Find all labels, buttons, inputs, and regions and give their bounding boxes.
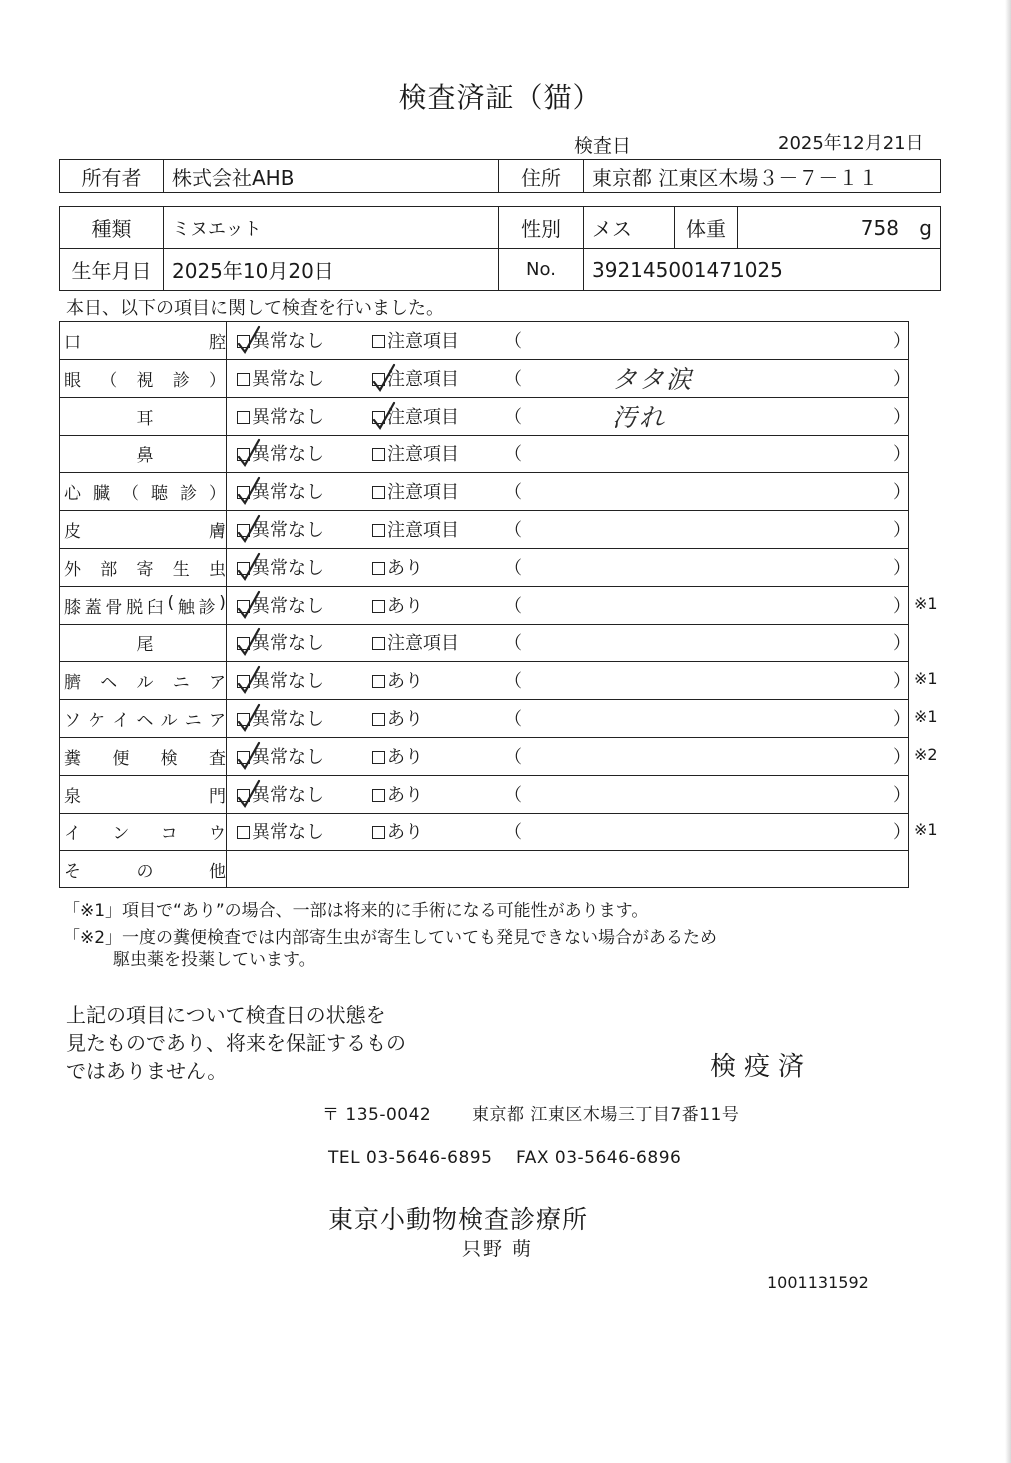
normal-label: 異常なし (252, 746, 324, 768)
address-label: 住所 (499, 160, 584, 193)
paren-open: （ (504, 784, 522, 806)
clinic-fax: FAX 03-5646-6896 (516, 1148, 682, 1168)
normal-checkbox[interactable] (237, 327, 324, 353)
checklist-grid (59, 321, 909, 888)
normal-checkbox[interactable] (237, 629, 324, 655)
checkbox-square[interactable] (237, 486, 250, 499)
checklist-row (60, 700, 911, 738)
attention-checkbox[interactable] (372, 781, 423, 807)
paren-open: （ (504, 406, 522, 428)
checklist-item-name: 臍 ヘ ル ニ ア (64, 673, 226, 694)
footnote-marker: ※1 (914, 593, 938, 613)
other-label: そ の 他 (64, 862, 226, 883)
normal-checkbox[interactable] (237, 743, 324, 769)
attention-label: 注意項目 (387, 368, 459, 390)
checkbox-square[interactable] (237, 448, 250, 461)
normal-label: 異常なし (252, 406, 324, 428)
checkbox-square[interactable] (237, 335, 250, 348)
checkbox-square[interactable] (372, 637, 385, 650)
normal-checkbox[interactable] (237, 705, 324, 731)
checklist-row (60, 624, 911, 662)
checkbox-square[interactable] (372, 713, 385, 726)
normal-checkbox[interactable] (237, 554, 324, 580)
normal-label: 異常なし (252, 633, 324, 655)
paren-close: ） (893, 520, 911, 541)
footnote-marker: ※1 (914, 820, 938, 840)
normal-label: 異常なし (252, 709, 324, 730)
vet-name: 只野 萌 (462, 1238, 534, 1260)
checkbox-square[interactable] (237, 713, 250, 726)
paren-close: ） (893, 482, 911, 504)
weight-value: 758 (860, 215, 899, 240)
checklist-item-name: 眼 （ 視 診 ） (64, 370, 226, 391)
checkbox-square[interactable] (372, 524, 385, 537)
attention-label: あり (387, 784, 423, 806)
paren-open: （ (504, 822, 522, 844)
normal-label: 異常なし (252, 595, 324, 617)
attention-label: 注意項目 (387, 406, 459, 428)
address-value: 東京都 江東区木場３－７－１１ (584, 160, 941, 193)
checklist-row (60, 322, 911, 360)
paren-close: ） (893, 671, 911, 693)
paren-close: ） (893, 444, 911, 466)
weight-cell (738, 207, 941, 249)
attention-checkbox[interactable] (372, 629, 459, 655)
attention-checkbox[interactable] (372, 667, 423, 693)
checklist-row-other (60, 851, 908, 889)
attention-label: 注意項目 (387, 482, 459, 504)
checkbox-square[interactable] (372, 486, 385, 499)
checklist-row (60, 360, 911, 398)
attention-checkbox[interactable] (372, 440, 459, 466)
paren-close: ） (893, 331, 911, 352)
exam-date-label: 検査日 (574, 135, 632, 157)
paren-close: ） (893, 406, 911, 428)
attention-label: あり (387, 822, 423, 844)
checkbox-square[interactable] (237, 524, 250, 537)
paren-open: （ (504, 482, 522, 504)
paren-open: （ (504, 671, 522, 693)
weight-unit: g (919, 215, 932, 240)
quarantine-stamp: 検疫済 (710, 1052, 813, 1082)
attention-checkbox[interactable] (372, 554, 423, 580)
paren-open: （ (504, 444, 522, 466)
checkbox-square[interactable] (372, 751, 385, 764)
checkbox-square[interactable] (237, 562, 250, 575)
checkbox-square[interactable] (372, 675, 385, 688)
footnote-2-line2: 駆虫薬を投薬しています。 (113, 950, 316, 970)
paren-open: （ (504, 331, 522, 352)
intro-text: 本日、以下の項目に関して検査を行いました。 (66, 298, 444, 319)
normal-label: 異常なし (252, 482, 324, 504)
attention-label: 注意項目 (387, 633, 459, 655)
disclaimer-line3: ではありません。 (66, 1059, 228, 1083)
birth-value: 2025年10月20日 (164, 249, 499, 291)
paren-open: （ (504, 520, 522, 541)
disclaimer-line2: 見たものであり、将来を保証するもの (66, 1031, 406, 1055)
checklist-item-name: ソ ケ イ ヘ ル ニ ア (64, 711, 226, 731)
normal-checkbox[interactable] (237, 403, 324, 429)
owner-table (59, 159, 941, 193)
attention-checkbox[interactable] (372, 516, 459, 542)
checklist-item-name: 膝 蓋 骨 脱 臼 ( 触 診 ) (64, 592, 226, 618)
checkbox-square[interactable] (237, 600, 250, 613)
checklist-item-name: 鼻 (136, 446, 154, 467)
attention-checkbox[interactable] (372, 743, 423, 769)
checklist-row (60, 813, 911, 851)
normal-label: 異常なし (252, 557, 324, 579)
attention-label: あり (387, 746, 423, 768)
document-number: 1001131592 (767, 1273, 869, 1292)
normal-checkbox[interactable] (237, 781, 324, 807)
normal-label: 異常なし (252, 671, 324, 693)
normal-label: 異常なし (252, 520, 324, 541)
checkbox-square[interactable] (237, 373, 250, 386)
checkbox-square[interactable] (237, 789, 250, 802)
handwritten-note: 汚れ (612, 402, 667, 432)
footnote-1: 「※1」項目で“あり”の場合、一部は将来的に手術になる可能性があります。 (63, 901, 649, 921)
checkbox-square[interactable] (237, 675, 250, 688)
checklist-item-name: 口 腔 (64, 333, 226, 353)
attention-checkbox[interactable] (372, 705, 423, 731)
checklist-row (60, 662, 911, 700)
normal-checkbox[interactable] (237, 516, 324, 542)
normal-label: 異常なし (252, 822, 324, 844)
checklist-row (60, 473, 911, 511)
checkbox-square[interactable] (372, 373, 385, 386)
checklist-item-name: 皮 膚 (64, 522, 226, 542)
weight-label: 体重 (675, 207, 738, 249)
normal-checkbox[interactable] (237, 478, 324, 504)
breed-value: ミヌエット (164, 207, 499, 249)
footnote-marker: ※2 (914, 744, 938, 764)
clinic-tel: TEL 03-5646-6895 (328, 1148, 493, 1168)
checkbox-square[interactable] (372, 600, 385, 613)
attention-label: 注意項目 (387, 444, 459, 466)
paren-open: （ (504, 709, 522, 730)
paren-open: （ (504, 557, 522, 579)
checklist-item-name: イ ン コ ウ (64, 824, 226, 845)
checklist-row (60, 511, 911, 549)
paren-close: ） (893, 784, 911, 806)
attention-checkbox[interactable] (372, 592, 423, 618)
exam-date-value: 2025年12月21日 (778, 133, 924, 154)
checkbox-square[interactable] (372, 789, 385, 802)
no-value: 392145001471025 (584, 249, 941, 291)
attention-label: あり (387, 557, 423, 579)
clinic-name: 東京小動物検査診療所 (328, 1205, 589, 1234)
checkbox-square[interactable] (372, 335, 385, 348)
paren-close: ） (893, 633, 911, 655)
no-label: No. (499, 249, 584, 291)
paren-close: ） (893, 709, 911, 730)
attention-label: あり (387, 595, 423, 617)
paren-close: ） (893, 822, 911, 844)
document-title: 検査済証（猫） (398, 81, 602, 114)
normal-checkbox[interactable] (237, 440, 324, 466)
normal-checkbox[interactable] (237, 818, 324, 844)
normal-label: 異常なし (252, 784, 324, 806)
checklist-row (60, 435, 911, 473)
attention-label: あり (387, 671, 423, 693)
paren-open: （ (504, 746, 522, 768)
owner-value: 株式会社AHB (164, 160, 499, 193)
birth-label: 生年月日 (60, 249, 164, 291)
normal-label: 異常なし (252, 444, 324, 466)
checklist-item-name: 耳 (136, 408, 154, 429)
sex-value: メス (584, 207, 675, 249)
attention-label: 注意項目 (387, 331, 459, 352)
checklist-row (60, 776, 911, 814)
attention-label: 注意項目 (387, 520, 459, 541)
attention-checkbox[interactable] (372, 818, 423, 844)
footnote-2-line1: 「※2」一度の糞便検査では内部寄生虫が寄生していても発見できない場合があるため (63, 928, 718, 948)
checkbox-square[interactable] (237, 637, 250, 650)
owner-label: 所有者 (60, 160, 164, 193)
checkbox-square[interactable] (372, 562, 385, 575)
checklist-item-name: 外 部 寄 生 虫 (64, 559, 226, 580)
checkbox-square[interactable] (372, 826, 385, 839)
checklist-item-name: 泉 門 (64, 786, 226, 807)
checklist-item-name: 心 臓 （ 聴 診 ） (64, 484, 226, 505)
checkbox-square[interactable] (237, 826, 250, 839)
clinic-address: 東京都 江東区木場三丁目7番11号 (472, 1105, 740, 1125)
disclaimer-line1: 上記の項目について検査日の状態を (66, 1003, 386, 1027)
checklist-row (60, 398, 911, 436)
paren-close: ） (893, 746, 911, 768)
normal-checkbox[interactable] (237, 592, 324, 618)
normal-label: 異常なし (252, 331, 324, 352)
checklist-item-name: 尾 (136, 635, 154, 656)
normal-label: 異常なし (252, 368, 324, 390)
checklist-item-name: 糞 便 検 査 (64, 748, 226, 769)
checklist-row (60, 587, 911, 625)
page-edge-shadow (1005, 0, 1011, 1463)
checkbox-square[interactable] (237, 411, 250, 424)
checklist-row (60, 738, 911, 776)
paren-open: （ (504, 368, 522, 390)
paren-close: ） (893, 557, 911, 579)
breed-label: 種類 (60, 207, 164, 249)
attention-checkbox[interactable] (372, 327, 459, 353)
footnote-marker: ※1 (914, 669, 938, 689)
paren-close: ） (893, 595, 911, 617)
animal-table (59, 206, 941, 291)
attention-label: あり (387, 709, 423, 730)
footnote-marker: ※1 (914, 707, 938, 726)
attention-checkbox[interactable] (372, 403, 459, 429)
checkbox-square[interactable] (237, 751, 250, 764)
paren-open: （ (504, 595, 522, 617)
checkbox-square[interactable] (372, 448, 385, 461)
paren-close: ） (893, 368, 911, 390)
checkbox-square[interactable] (372, 411, 385, 424)
paren-open: （ (504, 633, 522, 655)
handwritten-note: タタ涙 (612, 364, 694, 394)
attention-checkbox[interactable] (372, 365, 459, 391)
sex-label: 性別 (499, 207, 584, 249)
attention-checkbox[interactable] (372, 478, 459, 504)
normal-checkbox[interactable] (237, 667, 324, 693)
checklist-row (60, 549, 911, 587)
normal-checkbox[interactable] (237, 365, 324, 391)
clinic-postal: 〒 135-0042 (322, 1105, 432, 1125)
